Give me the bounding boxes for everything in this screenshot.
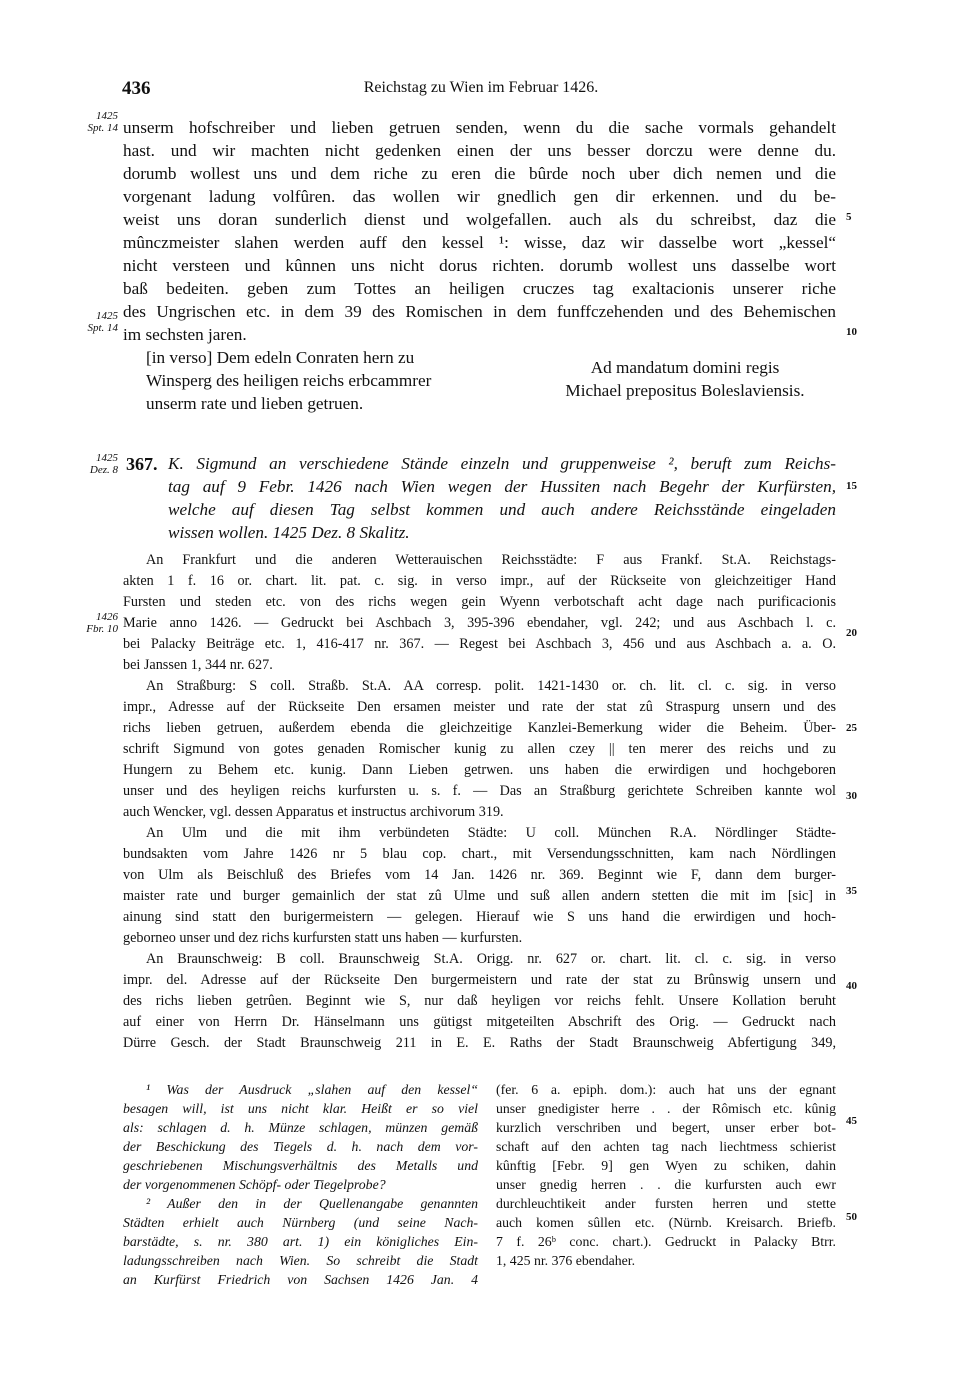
line-number: 15: [846, 480, 857, 492]
margin-date-note: 1426 Fbr. 10: [86, 611, 118, 635]
mandate-line: Michael prepositus Boleslaviensis.: [565, 381, 805, 400]
apparatus-line: Hungern zu Behem etc. kunig. Dann Lieben getrwen. uns haben die erwirdigen und hochgeboren: [123, 762, 836, 778]
apparatus-line: von Ulm als Beischluß des Briefes vom 14 Jan. 1426 nr. 369. Beginnt wie F, dann dem burger-: [123, 867, 836, 883]
apparatus-line: Marie anno 1426. — Gedruckt bei Aschbach 3, 395-396 ebendaher, vgl. 242; und aus Aschbach l. c.: [123, 615, 836, 631]
text-line: im sechsten jaren.: [123, 325, 247, 344]
footnote-line: kûnftig [Febr. 9] gen Wyen zu schiken, dahin: [496, 1158, 836, 1173]
text-line: mûnczmeister slahen werden auff den kessel ¹: wisse, daz wir dasselbe wort „kessel“: [123, 233, 836, 252]
apparatus-line: impr., Adresse auf der Rückseite Den ersamen meister und rate der stat zû Straspurg unsern und des: [123, 699, 836, 715]
line-number: 5: [846, 211, 852, 223]
footnote-line: Städten erhielt auch Nürnberg (und seine Nach-: [123, 1215, 478, 1230]
mandate-line: Ad mandatum domini regis: [590, 358, 780, 377]
footnote-line: auch komen sûllen etc. (Nürnb. Kreisarch. Briefb.: [496, 1215, 836, 1230]
apparatus-line: akten 1 f. 16 or. chart. lit. pat. c. sig. in verso impr., auf der Rückseite von gleichzeitiger Hand: [123, 573, 836, 589]
line-number: 35: [846, 885, 857, 897]
page-number: 436: [122, 78, 151, 99]
verso-line: unserm rate und lieben getruen.: [146, 394, 364, 413]
footnote-line: 1, 425 nr. 376 ebendaher.: [496, 1253, 636, 1268]
entry-line: welche auf diesen Tag selbst kommen und auch andere Reichsstände eingeladen: [168, 500, 836, 519]
apparatus-line: An Frankfurt und die anderen Wetterauischen Reichsstädte: F aus Frankf. St.A. Reichstags-: [146, 552, 836, 568]
footnote-line: an Kurfürst Friedrich von Sachsen 1426 Jan. 4: [123, 1272, 478, 1287]
verso-line: Winsperg des heiligen reichs erbcammrer: [146, 371, 432, 390]
text-line: weist uns doran sunderlich dienst und wolgefallen. auch als du schreibst, daz die: [123, 210, 836, 229]
line-number: 45: [846, 1115, 857, 1127]
apparatus-line: Dürre Gesch. der Stadt Braunschweig 211 in E. E. Raths der Stadt Braunschweig Abfertigung 349,: [123, 1035, 836, 1051]
line-number: 30: [846, 790, 857, 802]
line-number: 40: [846, 980, 857, 992]
running-title: Reichstag zu Wien im Februar 1426.: [363, 79, 599, 96]
footnote-line: ¹ Was der Ausdruck „slahen auf den kessel“: [146, 1082, 478, 1097]
apparatus-line: unser und des heyligen reichs kurfursten u. s. f. — Das an Straßburg gerichtete Schreiben kannte wol: [123, 783, 836, 799]
entry-number: 367.: [126, 454, 158, 474]
apparatus-line: ainung sind statt den burigermeistern — gelegen. Hierauf wie S uns hand die erwirdigen und hoch-: [123, 909, 836, 925]
margin-date-note: 1425 Dez. 8: [89, 452, 118, 476]
apparatus-line: auch Wencker, vgl. dessen Apparatus et instructus archivorum 319.: [123, 804, 504, 820]
apparatus-line: bundsakten vom Jahre 1426 nr 5 blau cop. chart., mit Versendungsschnitten, kam nach Nördlingen: [123, 846, 836, 862]
apparatus-line: richs lieben getruen, außerdem ebenda die gleichzeitige Kanzlei-Bemerkung wider die Beheim. Über-: [123, 720, 836, 736]
footnote-line: ² Außer den in der Quellenangabe genannten: [146, 1196, 478, 1211]
apparatus-line: bei Palacky Beiträge etc. 1, 416-417 nr. 367. — Regest bei Aschbach 3, 456 und aus Aschbach a. a. O.: [123, 636, 836, 652]
text-line: unserm hofschreiber und lieben getruen senden, wenn du die sache vormals gehandelt: [123, 118, 836, 137]
margin-date-note: 1425 Spt. 14: [87, 110, 118, 134]
footnote-line: schaft auf den achten tag nach liechtmess schierist: [496, 1139, 836, 1154]
entry-line: tag auf 9 Febr. 1426 nach Wien wegen der Hussiten nach Begehr der Kurfürsten,: [168, 477, 836, 496]
entry-line: wissen wollen. 1425 Dez. 8 Skalitz.: [168, 523, 410, 542]
apparatus-line: impr. del. Adresse auf der Rückseite Den burgermeistern und rate der stat zu Brûnswig unsern und: [123, 972, 836, 988]
margin-date-note: 1425 Spt. 14: [87, 310, 118, 334]
footnote-line: durchleuchtikeit ander fursten herren und stette: [496, 1196, 836, 1211]
apparatus-line: An Ulm und die mit ihm verbündeten Städte: U coll. München R.A. Nördlinger Städte-: [146, 825, 836, 841]
footnote-line: der vorgenommenen Schöpf- oder Tiegelprobe?: [123, 1177, 386, 1192]
text-line: dorumb wollest uns und dem riche zu eren die bûrde noch uber dich nemen und die: [123, 164, 836, 183]
verso-line: [in verso] Dem edeln Conraten hern zu: [146, 348, 415, 367]
footnote-line: als: schlagen d. h. Münze schlagen, münzen gemäß: [123, 1120, 478, 1135]
footnote-line: ladungsschreiben nach Wien. So schreibt die Stadt: [123, 1253, 478, 1268]
line-number: 25: [846, 722, 857, 734]
footnote-line: (fer. 6 a. epiph. dom.): auch hat uns der egnant: [496, 1082, 836, 1097]
text-line: hast. und wir machten nicht gedenken einen der uns besser dorczu were denne du.: [123, 141, 836, 160]
text-line: baß bedeiten. geben zum Tottes an heiligen cruczes tag exaltacionis unserer riche: [123, 279, 836, 298]
text-line: des Ungrischen etc. in dem 39 des Romischen in dem funffczehenden und des Behemischen: [123, 302, 836, 321]
footnote-line: unser gnedigister herre . . der Rômisch etc. kûnig: [496, 1101, 836, 1116]
page-header: [122, 78, 840, 104]
text-line: nicht versteen und kûnnen uns nicht dorus richten. dorumb wollest uns dasselbe wort: [123, 256, 836, 275]
apparatus-line: schrift Sigmund von gotes genaden Romischer kunig zu allen czey || ten merer des reichs und zu: [123, 741, 836, 757]
apparatus-line: An Straßburg: S coll. Straßb. St.A. AA corresp. polit. 1421-1430 or. ch. lit. cl. c. sig. in verso: [146, 678, 836, 694]
footnote-line: geschriebenen Mischungsverhältnis des Metalls und: [123, 1158, 478, 1173]
text-line: vorgenant ladung volfûren. das wollen wir gnedlich gen dir erkennen. und du be-: [123, 187, 836, 206]
apparatus-line: des richs lieben getrûen. Beginnt wie S, nur daß heyligen vor reichs fehlt. Unsere Kollation beruht: [123, 993, 836, 1009]
apparatus-line: Fursten und steden etc. von des richs wegen gein Wyenn verbotschaft acht dage nach purificacionis: [123, 594, 836, 610]
footnote-line: unser gnedig herren . . die kurfursten auch ewr: [496, 1177, 836, 1192]
line-number: 50: [846, 1211, 857, 1223]
footnote-line: besagen will, ist uns nicht klar. Heißt er so viel: [123, 1101, 478, 1116]
apparatus-line: An Braunschweig: B coll. Braunschweig St.A. Origg. nr. 627 or. chart. lit. cl. c. sig. in verso: [146, 951, 836, 967]
apparatus-line: maister rate und burger gemainlich der stat zû Ulme und suß allen andern stetten die mit im [sic] in: [123, 888, 836, 904]
footnote-line: der Beschickung des Tiegels d. h. nach dem vor-: [123, 1139, 478, 1154]
apparatus-line: auf einer von Herrn Dr. Hänselmann uns gütigst mitgeteilten Abschrift des Orig. — Gedruckt nach: [123, 1014, 836, 1030]
footnote-line: 7 f. 26ᵇ conc. chart.). Gedruckt in Palacky Btrr.: [496, 1234, 836, 1249]
apparatus-line: geborneo unser und dez richs kurfursten statt uns haben — kurfursten.: [123, 930, 523, 946]
line-number: 10: [846, 326, 857, 338]
entry-line: K. Sigmund an verschiedene Stände einzeln und gruppenweise ², beruft zum Reichs-: [168, 454, 836, 473]
footnote-line: kurzlich verschriben und begert, unser erber bot-: [496, 1120, 836, 1135]
line-number: 20: [846, 627, 857, 639]
footnote-line: barstädte, s. nr. 380 art. 1) ein königliches Ein-: [123, 1234, 478, 1249]
apparatus-line: bei Janssen 1, 344 nr. 627.: [123, 657, 273, 673]
